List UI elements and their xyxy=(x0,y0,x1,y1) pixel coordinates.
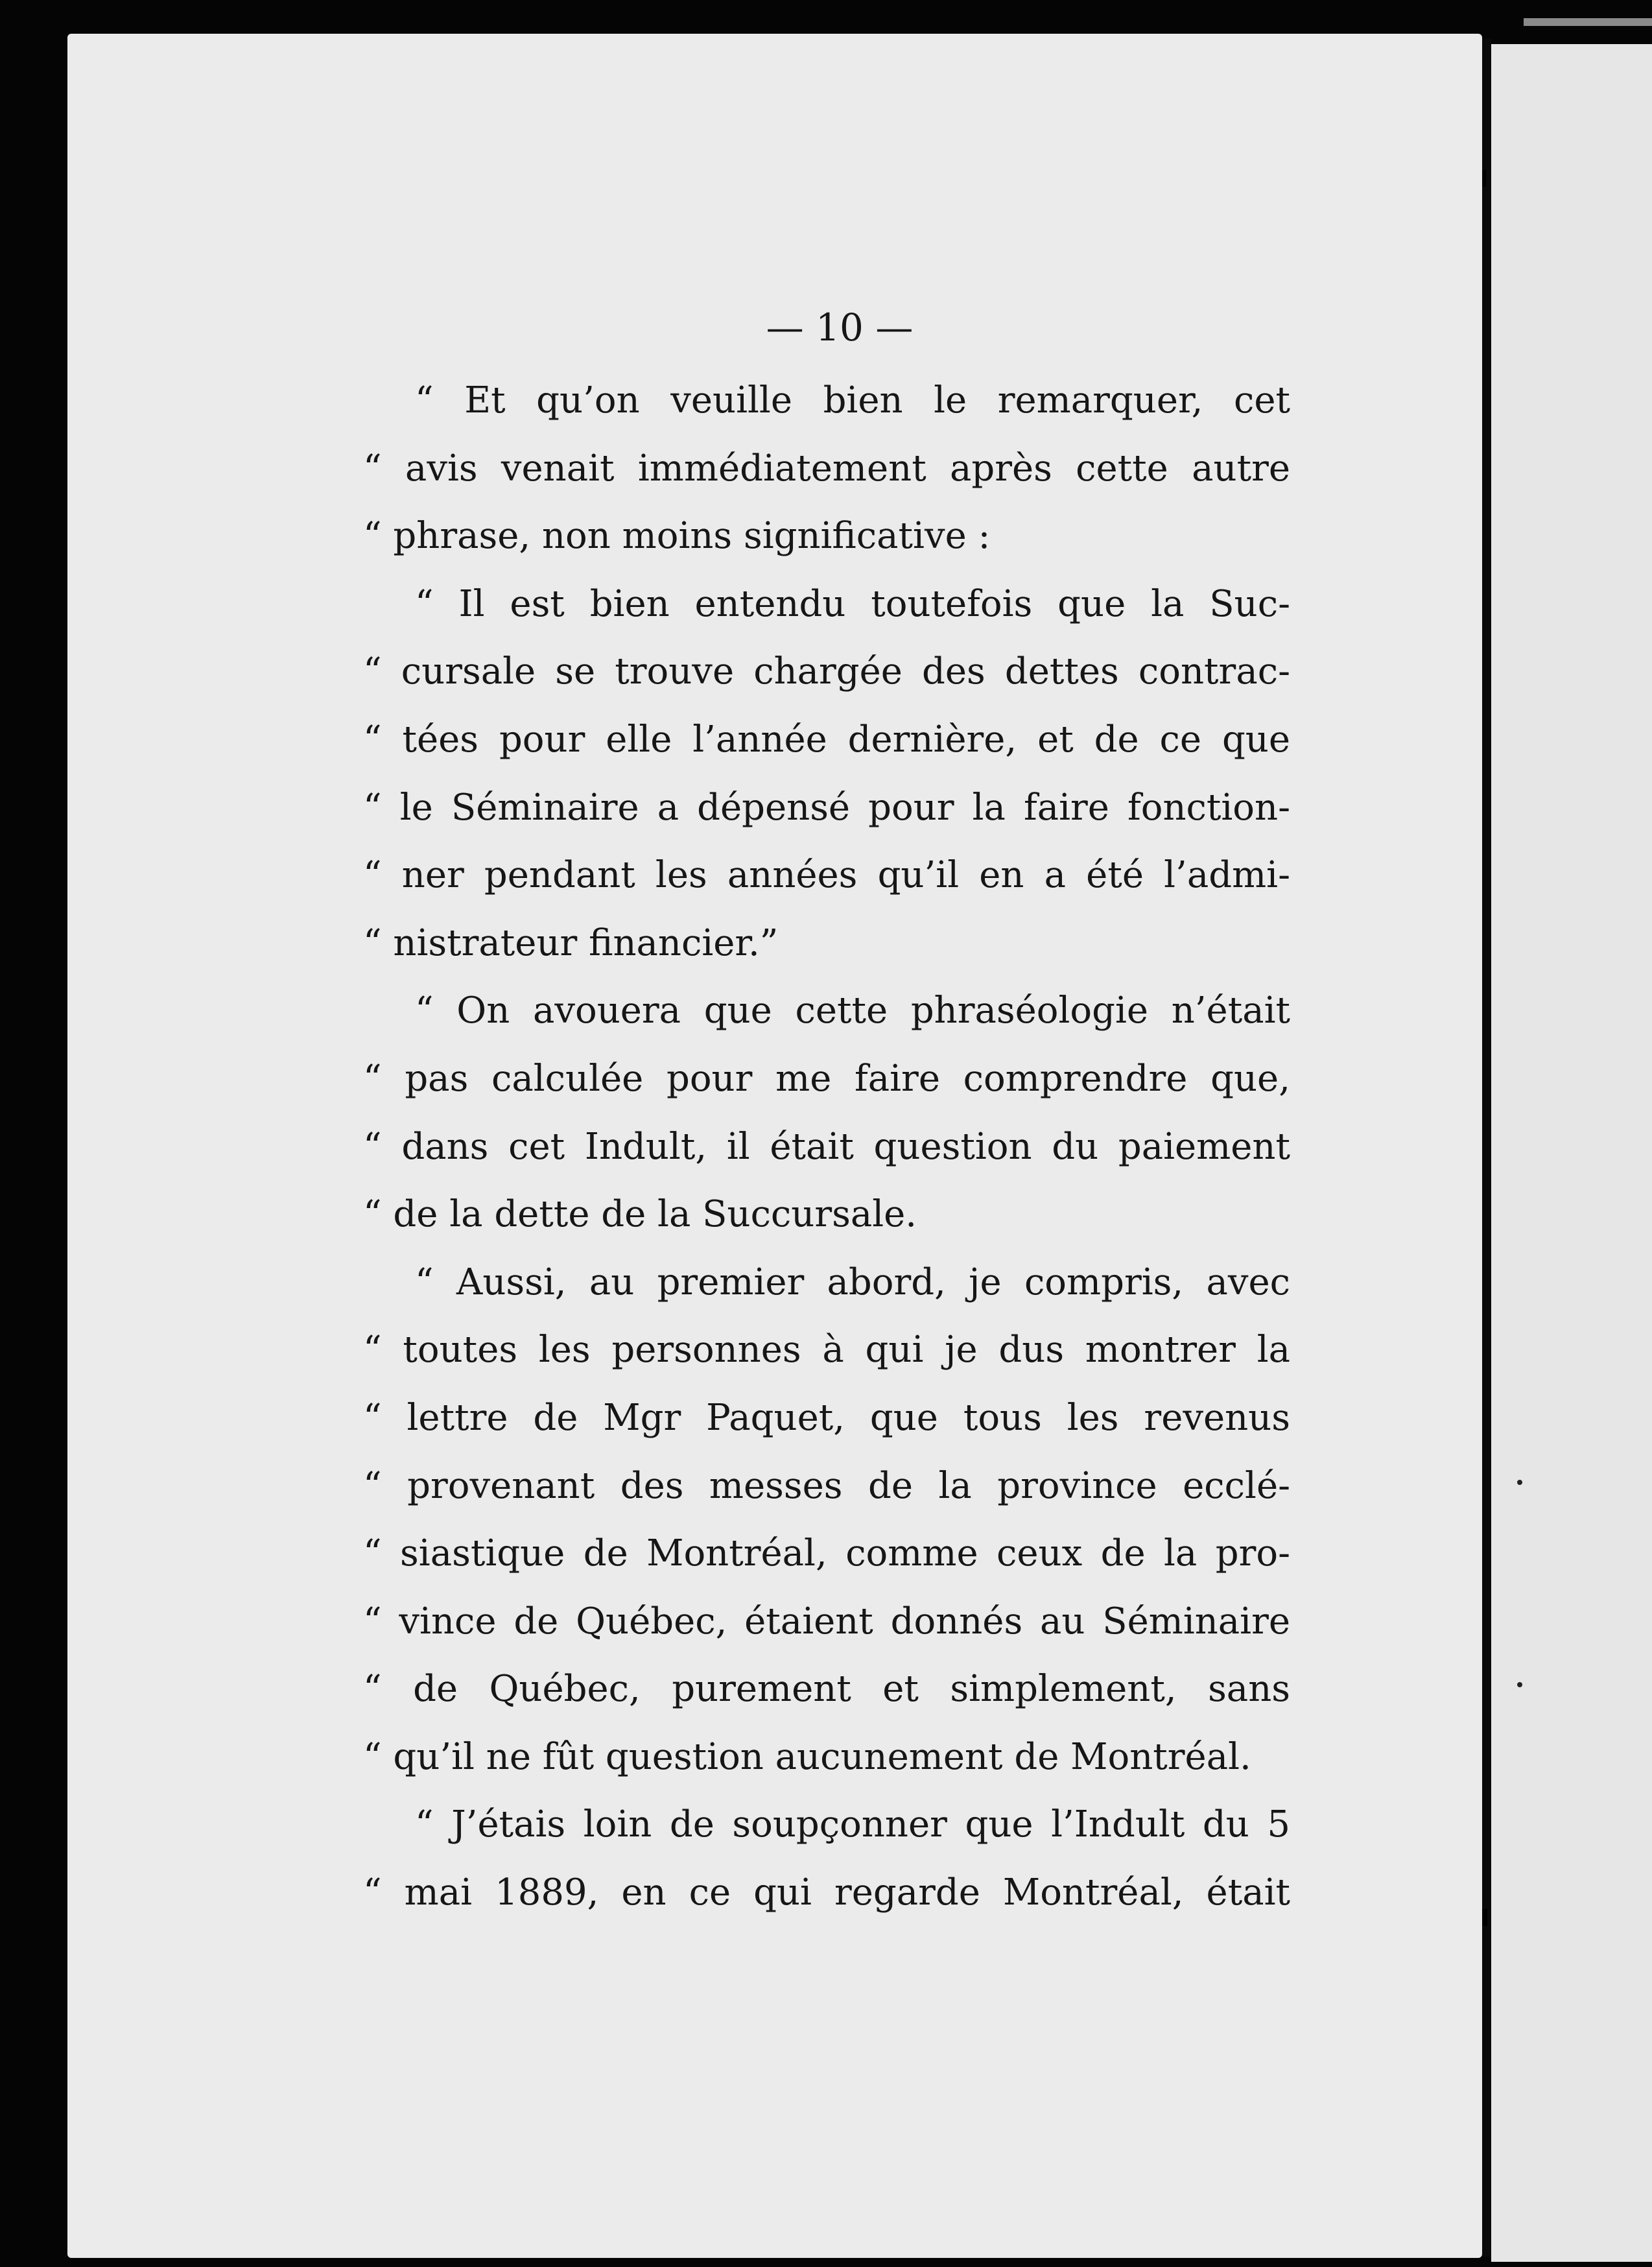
text-line: “ nistrateur financier.” xyxy=(363,921,779,964)
text-lines xyxy=(363,367,1290,1927)
text-line: “ Aussi, au premier abord, je compris, avec xyxy=(415,1261,1290,1303)
text-line: “ J’étais loin de soupçonner que l’Indult du 5 xyxy=(415,1803,1290,1846)
page-number: — 10 — xyxy=(766,305,914,350)
text-line: “ pas calculée pour me faire comprendre que, xyxy=(363,1057,1290,1100)
text-line: “ cursale se trouve chargée des dettes contrac- xyxy=(363,650,1290,693)
text-line: “ dans cet Indult, il était question du paiement xyxy=(363,1125,1290,1168)
text-line: “ de la dette de la Succursale. xyxy=(363,1193,917,1236)
text-line: “ ner pendant les années qu’il en a été l’admi- xyxy=(363,854,1290,897)
text-line: “ avis venait immédiatement après cette autre xyxy=(363,447,1290,490)
text-line: “ vince de Québec, étaient donnés au Séminaire xyxy=(363,1600,1290,1643)
scan-speck xyxy=(1517,1682,1522,1687)
scan-top-rule xyxy=(1524,18,1652,26)
text-line: “ Et qu’on veuille bien le remarquer, cet xyxy=(415,379,1290,421)
text-line: “ lettre de Mgr Paquet, que tous les revenus xyxy=(363,1396,1290,1439)
text-line: “ toutes les personnes à qui je dus montrer la xyxy=(363,1329,1290,1371)
text-line: “ tées pour elle l’année dernière, et de ce que xyxy=(363,718,1290,761)
text-line: “ qu’il ne fût question aucunement de Montréal. xyxy=(363,1735,1251,1778)
scan-speck xyxy=(1517,1480,1522,1485)
text-line: “ siastique de Montréal, comme ceux de la pro- xyxy=(363,1532,1290,1575)
text-line: “ Il est bien entendu toutefois que la Suc- xyxy=(415,582,1290,625)
text-line: “ mai 1889, en ce qui regarde Montréal, était xyxy=(363,1871,1290,1914)
text-line: “ de Québec, purement et simplement, sans xyxy=(363,1668,1290,1711)
page-text xyxy=(363,305,1290,1927)
text-line: “ On avouera que cette phraséologie n’était xyxy=(415,990,1290,1032)
facing-page-edge xyxy=(1491,44,1652,2262)
text-line: “ le Séminaire a dépensé pour la faire fonction- xyxy=(363,786,1290,829)
text-line: “ provenant des messes de la province ecclé- xyxy=(363,1464,1290,1507)
text-line: “ phrase, non moins significative : xyxy=(363,515,991,558)
